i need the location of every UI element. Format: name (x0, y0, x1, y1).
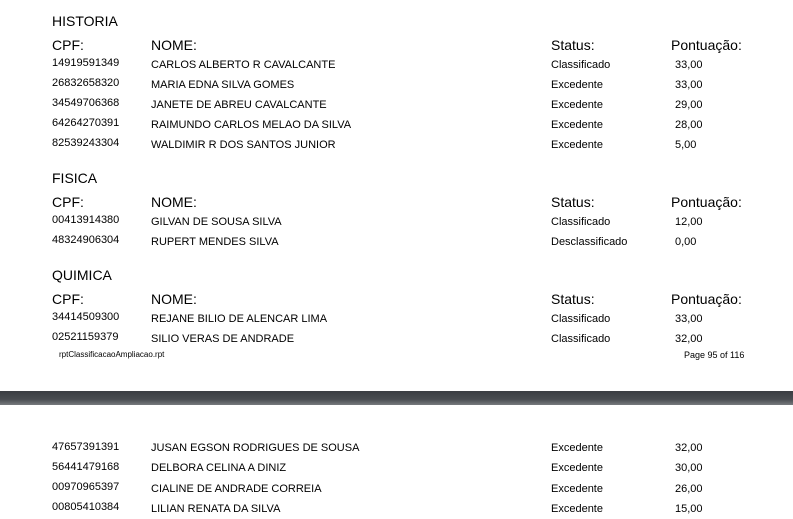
header-cpf: CPF: (52, 194, 84, 210)
cpf-cell: 82539243304 (52, 137, 120, 149)
header-cpf: CPF: (52, 37, 84, 53)
pontuacao-cell: 15,00 (675, 503, 703, 515)
header-cpf: CPF: (52, 291, 84, 307)
cpf-cell: 00805410384 (52, 501, 120, 513)
status-cell: Classificado (551, 313, 611, 325)
cpf-cell: 64264270391 (52, 117, 120, 129)
header-status: Status: (551, 37, 595, 53)
status-cell: Excedente (551, 442, 603, 454)
nome-cell: JUSAN EGSON RODRIGUES DE SOUSA (151, 442, 360, 454)
status-cell: Excedente (551, 483, 603, 495)
cpf-cell: 00413914380 (52, 214, 120, 226)
status-cell: Excedente (551, 99, 603, 111)
report-filename: rptClassificacaoAmpliacao.rpt (59, 350, 165, 359)
cpf-cell: 47657391391 (52, 441, 120, 453)
pontuacao-cell: 28,00 (675, 119, 703, 131)
status-cell: Excedente (551, 503, 603, 515)
pontuacao-cell: 33,00 (675, 59, 703, 71)
header-status: Status: (551, 291, 595, 307)
pontuacao-cell: 12,00 (675, 216, 703, 228)
cpf-cell: 00970965397 (52, 481, 120, 493)
nome-cell: CARLOS ALBERTO R CAVALCANTE (151, 59, 336, 71)
section-title-quimica: QUIMICA (52, 267, 112, 283)
status-cell: Excedente (551, 119, 603, 131)
status-cell: Desclassificado (551, 236, 628, 248)
status-cell: Classificado (551, 333, 611, 345)
pontuacao-cell: 33,00 (675, 79, 703, 91)
nome-cell: DELBORA CELINA A DINIZ (151, 462, 287, 474)
pontuacao-cell: 0,00 (675, 236, 697, 248)
pontuacao-cell: 33,00 (675, 313, 703, 325)
header-nome: NOME: (151, 37, 197, 53)
status-cell: Excedente (551, 79, 603, 91)
cpf-cell: 48324906304 (52, 234, 120, 246)
status-cell: Classificado (551, 216, 611, 228)
cpf-cell: 02521159379 (52, 331, 119, 343)
cpf-cell: 26832658320 (52, 77, 120, 89)
pontuacao-cell: 5,00 (675, 139, 697, 151)
nome-cell: SILIO VERAS DE ANDRADE (151, 333, 295, 345)
report-page-96 (0, 405, 793, 519)
pontuacao-cell: 30,00 (675, 462, 703, 474)
section-title-fisica: FISICA (52, 170, 98, 186)
header-nome: NOME: (151, 291, 197, 307)
header-pontuacao: Pontuação: (671, 37, 742, 53)
section-title-historia: HISTORIA (52, 13, 118, 29)
page-separator (0, 391, 793, 405)
nome-cell: WALDIMIR R DOS SANTOS JUNIOR (151, 139, 336, 151)
nome-cell: LILIAN RENATA DA SILVA (151, 503, 281, 515)
pontuacao-cell: 32,00 (675, 333, 703, 345)
cpf-cell: 56441479168 (52, 461, 120, 473)
cpf-cell: 14919591349 (52, 57, 120, 69)
page-number: Page 95 of 116 (684, 350, 745, 360)
nome-cell: RAIMUNDO CARLOS MELAO DA SILVA (151, 119, 352, 131)
pontuacao-cell: 26,00 (675, 483, 703, 495)
header-pontuacao: Pontuação: (671, 194, 742, 210)
header-nome: NOME: (151, 194, 197, 210)
nome-cell: RUPERT MENDES SILVA (151, 236, 279, 248)
cpf-cell: 34549706368 (52, 97, 120, 109)
cpf-cell: 34414509300 (52, 311, 120, 323)
pontuacao-cell: 32,00 (675, 442, 703, 454)
status-cell: Excedente (551, 139, 603, 151)
pontuacao-cell: 29,00 (675, 99, 703, 111)
header-pontuacao: Pontuação: (671, 291, 742, 307)
header-status: Status: (551, 194, 595, 210)
nome-cell: GILVAN DE SOUSA SILVA (151, 216, 282, 228)
status-cell: Classificado (551, 59, 611, 71)
status-cell: Excedente (551, 462, 603, 474)
nome-cell: REJANE BILIO DE ALENCAR LIMA (151, 313, 328, 325)
nome-cell: JANETE DE ABREU CAVALCANTE (151, 99, 327, 111)
nome-cell: MARIA EDNA SILVA GOMES (151, 79, 295, 91)
nome-cell: CIALINE DE ANDRADE CORREIA (151, 483, 322, 495)
